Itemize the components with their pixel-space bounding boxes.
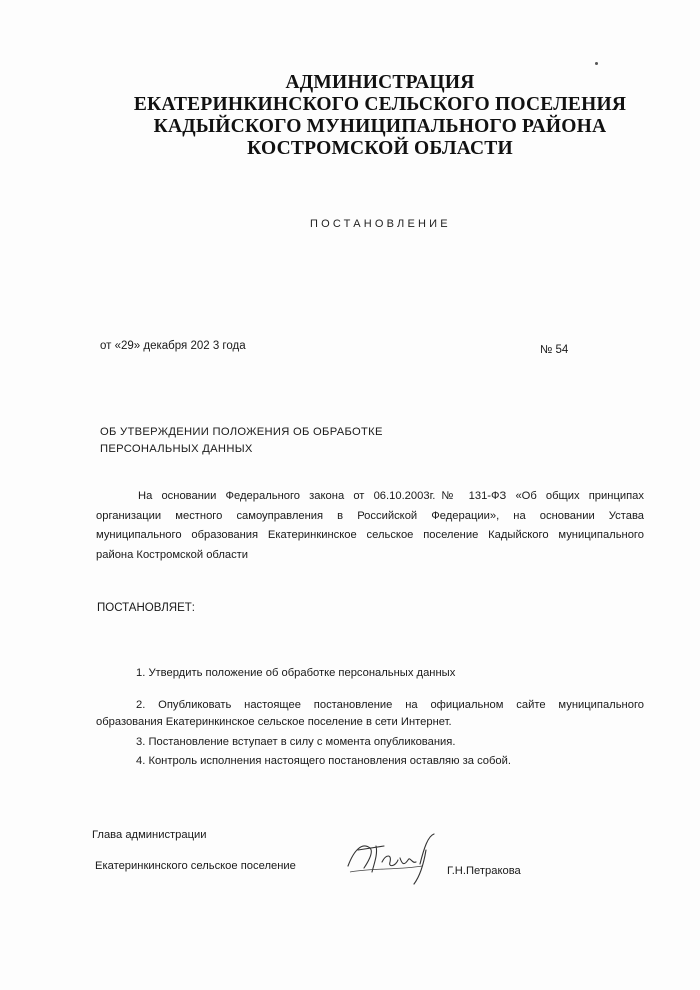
- subject-line: ПЕРСОНАЛЬНЫХ ДАННЫХ: [100, 443, 253, 455]
- handwritten-signature: [340, 828, 440, 888]
- resolution-item: 4. Контроль исполнения настоящего постановления оставляю за собой.: [136, 755, 511, 767]
- resolution-item: 1. Утвердить положение об обработке персональных данных: [136, 667, 456, 679]
- signatory-title: Глава администрации: [92, 829, 207, 841]
- document-number: № 54: [540, 344, 569, 356]
- signatory-name: Г.Н.Петракова: [447, 865, 521, 877]
- header-line: КАДЫЙСКОГО МУНИЦИПАЛЬНОГО РАЙОНА: [153, 116, 607, 137]
- document-header: [0, 72, 700, 160]
- document-date: от «29» декабря 202 3 года: [100, 340, 246, 352]
- resolution-item: 2. Опубликовать настоящее постановление на официальном сайте муниципального образования Екатеринкинское сельское поселение в сети Интернет.: [96, 699, 644, 728]
- header-line: АДМИНИСТРАЦИЯ: [285, 72, 475, 93]
- subject-line: ОБ УТВЕРЖДЕНИИ ПОЛОЖЕНИЯ ОБ ОБРАБОТКЕ: [100, 426, 383, 438]
- header-line: КОСТРОМСКОЙ ОБЛАСТИ: [247, 138, 513, 159]
- signatory-organization: Екатеринкинского сельское поселение: [95, 860, 296, 872]
- document-type: ПОСТАНОВЛЕНИЕ: [310, 218, 451, 230]
- header-line: ЕКАТЕРИНКИНСКОГО СЕЛЬСКОГО ПОСЕЛЕНИЯ: [133, 94, 627, 115]
- scan-speck: [595, 62, 598, 65]
- document-subject: [100, 424, 383, 458]
- preamble-paragraph: На основании Федерального закона от 06.10.2003г.№ 131-ФЗ «Об общих принципах организации местного самоуправления в Российской Федерации», на основании Устава муниципального образования Екатеринкинское сельское поселение Кадыйского муниципального района Костромской области: [96, 490, 644, 561]
- resolution-item: 3. Постановление вступает в силу с момента опубликования.: [136, 736, 456, 748]
- resolves-heading: ПОСТАНОВЛЯЕТ:: [97, 602, 195, 614]
